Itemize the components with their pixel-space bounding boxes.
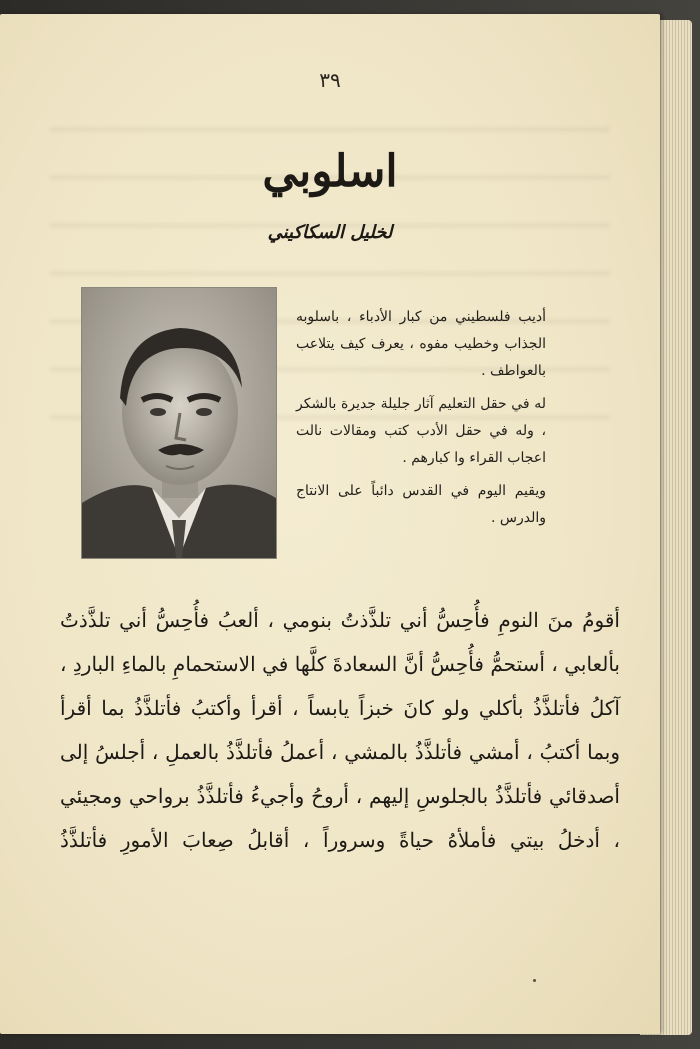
bio-paragraph: له في حقل التعليم آثار جليلة جديرة بالشكر ، وله في حقل الأدب كتب ومقالات نالت اعجاب القراء وا كبارهم . [296,396,546,466]
essay-paragraph: أقومُ منَ النومِ فأُحِسُّ أني تلذَّذتُ بنومي ، ألعبُ فأُحِسُّ أني تلذَّذتُ بألعابي ، أستحمُّ فأُحِسُّ أنَّ السعادةَ كلَّها في الاستحمامِ بالماءِ الباردِ ، آكلُ فأتلذَّذُ بأكلي ولو كانَ خبزاً يابساً ، أقرأ وأكتبُ فأتلذَّذُ بما أقرأ وبما أكتبُ ، أمشي فأتلذَّذُ بالمشي ، أعملُ فأتلذَّذُ بالعملِ ، أجلسُ إلى أصدقائي فأتلذَّذُ بالجلوسِ إليهم ، أروحُ وأجيءُ فأتلذَّذُ برواحي ومجيئي ، أدخلُ بيتي فأملأهُ حياةً وسروراً ، أقابلُ صِعابَ الأمورِ فأتلذَّذُ [60,608,620,852]
paper-speck [533,979,536,982]
page-number: ٣٩ [319,68,341,92]
author-name: لخليل السكاكيني [267,222,393,243]
bio-paragraph: أديب فلسطيني من كبار الأدباء ، باسلوبه الجذاب وخطيب مفوه ، يعرف كيف يتلاعب بالعواطف . [296,309,546,379]
portrait-photo-icon [82,288,276,558]
author-bio [296,304,546,538]
book-page [0,14,660,1034]
bio-paragraph: ويقيم اليوم في القدس دائباً على الانتاج والدرس . [296,483,546,526]
author-portrait [82,288,276,558]
page-title: اسلوبي [262,146,398,197]
essay-body [60,598,620,862]
